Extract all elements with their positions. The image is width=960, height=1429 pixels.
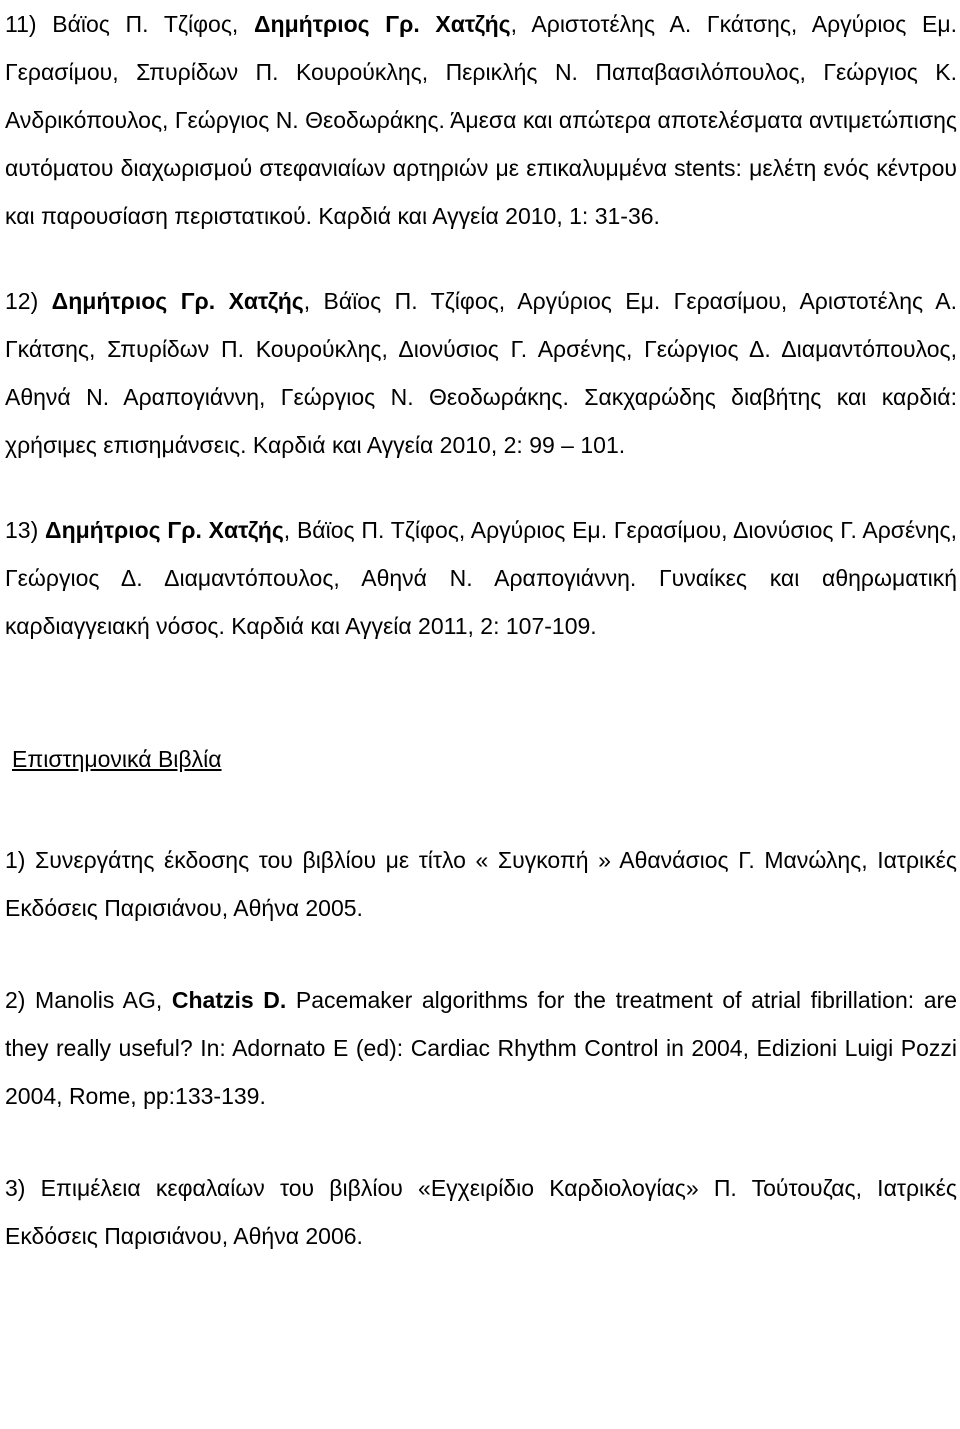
spacer	[5, 1120, 957, 1164]
highlighted-author: Δημήτριος Γρ. Χατζής	[254, 11, 511, 37]
entry-segment: 3) Επιμέλεια κεφαλαίων του βιβλίου «Εγχειρίδιο Καρδιολογίας» Π. Τούτουζας, Ιατρικές Εκδόσεις Παρισιάνου, Αθήνα 2006.	[5, 1175, 957, 1249]
book-entry-2	[5, 976, 957, 1120]
entry-segment: 13)	[5, 517, 46, 543]
highlighted-author: Δημήτριος Γρ. Χατζής	[45, 517, 284, 543]
entry-segment: 12)	[5, 288, 52, 314]
publication-entry-12	[5, 277, 957, 469]
entry-segment: 1) Συνεργάτης έκδοσης του βιβλίου με τίτλο « Συγκοπή » Αθανάσιος Γ. Μανώλης, Ιατρικές Εκδόσεις Παρισιάνου, Αθήνα 2005.	[5, 847, 957, 921]
book-entry-1	[5, 836, 957, 932]
section-heading-books: Επιστημονικά Βιβλία	[12, 746, 222, 772]
publication-entry-13	[5, 506, 957, 650]
entry-segment: Pacemaker algorithms for the treatment of atrial fibrillation: are they really useful? In: Adornato E (ed): Cardiac Rhythm Control in 2004, Edizioni Luigi Pozzi 2004, Rome, pp:133-139.	[5, 987, 957, 1109]
entry-segment: 2) Manolis AG,	[5, 987, 172, 1013]
entry-segment: 11) Βάϊος Π. Τζίφος,	[5, 11, 254, 37]
document-page	[5, 0, 957, 1260]
spacer	[5, 240, 957, 277]
spacer	[5, 650, 957, 735]
spacer	[5, 783, 957, 836]
highlighted-author: Chatzis D.	[171, 987, 287, 1013]
spacer	[5, 469, 957, 506]
spacer	[5, 932, 957, 976]
entry-segment: , Αριστοτέλης Α. Γκάτσης, Αργύριος Εμ. Γερασίμου, Σπυρίδων Π. Κουρούκλης, Περικλής Ν. Παπαβασιλόπουλος, Γεώργιος Κ. Ανδρικόπουλος, Γεώργιος Ν. Θεοδωράκης. Άμεσα και απώτερα αποτελέσματα αντιμετώπισης αυτόματου διαχωρισμού στεφανιαίων αρτηριών με επικαλυμμένα stents: μελέτη ενός κέντρου και παρουσίαση περιστατικού. Καρδιά και Αγγεία 2010, 1: 31-36.	[5, 11, 957, 229]
entry-segment: , Βάϊος Π. Τζίφος, Αργύριος Εμ. Γερασίμου, Διονύσιος Γ. Αρσένης, Γεώργιος Δ. Διαμαντόπουλος, Αθηνά Ν. Αραπογιάννη. Γυναίκες και αθηρωματική καρδιαγγειακή νόσος. Καρδιά και Αγγεία 2011, 2: 107-109.	[5, 517, 957, 639]
entry-segment: , Βάϊος Π. Τζίφος, Αργύριος Εμ. Γερασίμου, Αριστοτέλης Α. Γκάτσης, Σπυρίδων Π. Κουρούκλης, Διονύσιος Γ. Αρσένης, Γεώργιος Δ. Διαμαντόπουλος, Αθηνά Ν. Αραπογιάννη, Γεώργιος Ν. Θεοδωράκης. Σακχαρώδης διαβήτης και καρδιά: χρήσιμες επισημάνσεις. Καρδιά και Αγγεία 2010, 2: 99 – 101.	[5, 288, 957, 458]
highlighted-author: Δημήτριος Γρ. Χατζής	[51, 288, 304, 314]
book-entry-3	[5, 1164, 957, 1260]
publication-entry-11	[5, 0, 957, 240]
